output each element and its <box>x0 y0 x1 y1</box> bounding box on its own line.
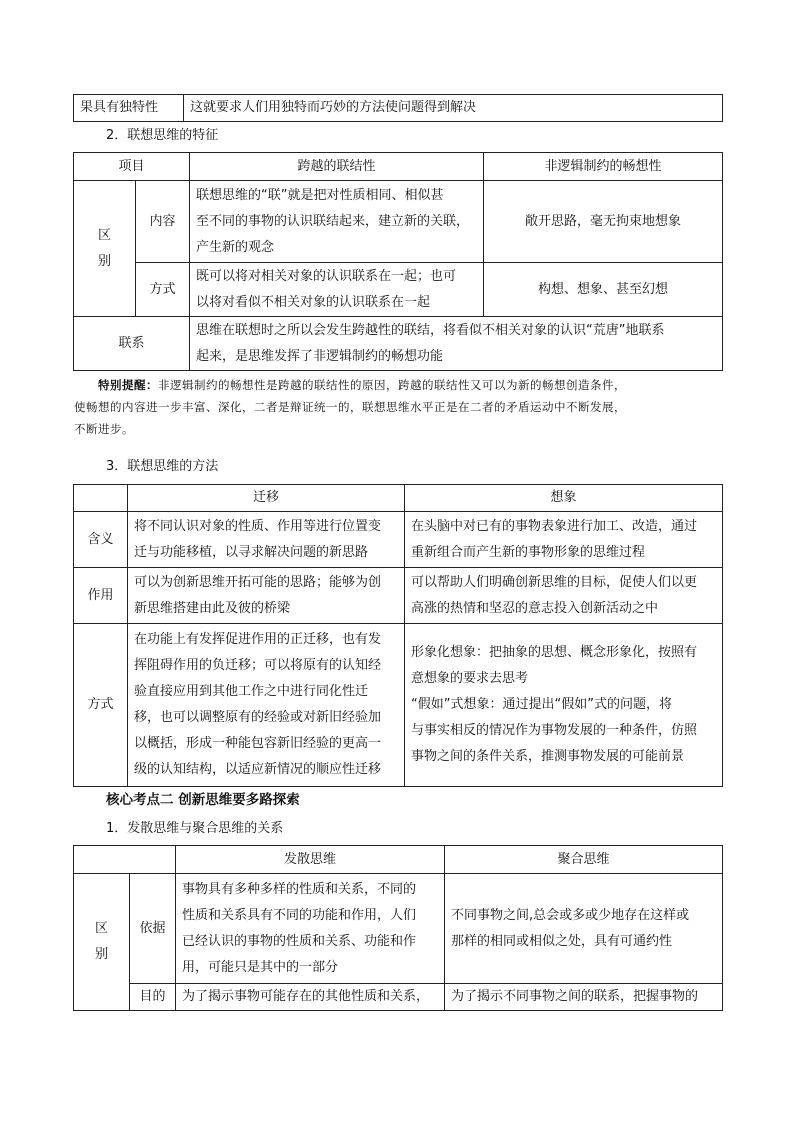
header-empty <box>74 485 128 512</box>
text-line: 产生新的观念 <box>196 239 275 255</box>
note-text: 非逻辑制约的畅想性是跨越的联结性的原因，跨越的联结性又可以为新的畅想创造条件， <box>158 378 626 392</box>
text-line: 在头脑中对已有的事物表象进行加工、改造，通过 <box>411 518 698 534</box>
header-transfer: 迁移 <box>128 485 405 512</box>
cell-method-crossing <box>190 263 484 317</box>
text-line: 在功能上有发挥促进作用的正迁移，也有发 <box>134 632 382 647</box>
cell-purpose-divergent: 为了揭示事物可能存在的其他性质和关系， <box>176 984 445 1011</box>
text-line: 验直接应用到其他工作之中进行同化性迁 <box>134 684 369 699</box>
text-line: 形象化想象：把抽象的思想、概念形象化，按照有 <box>411 645 698 660</box>
row-label-relation: 联系 <box>74 317 190 371</box>
header-free-imagination: 非逻辑制约的畅想性 <box>484 153 723 181</box>
cell-difference <box>74 874 130 1011</box>
text-line: 不同事物之间,总会或多或少地存在这样或 <box>451 907 690 923</box>
row-label-method: 方式 <box>74 624 128 787</box>
text-line: 迁与功能移植，以寻求解决问题的新思路 <box>134 544 369 560</box>
text-line: 重新组合而产生新的事物形象的思维过程 <box>411 544 646 560</box>
header-empty <box>74 846 176 874</box>
row-label-basis: 依据 <box>130 874 176 984</box>
cell-meaning-imagination <box>405 512 723 568</box>
note-line-2: 使畅想的内容进一步丰富、深化，二者是辩证统一的，联想思维水平正是在二者的矛盾运动中不断发展， <box>74 400 626 414</box>
header-item: 项目 <box>74 153 190 181</box>
text-line: 事物之间的条件关系，推测事物发展的可能前景 <box>411 749 685 764</box>
cell-purpose-convergent: 为了揭示不同事物之间的联系，把握事物的 <box>445 984 723 1011</box>
text-line: 将不同认识对象的性质、作用等进行位置变 <box>134 518 382 534</box>
heading-associative-methods: 3．联想思维的方法 <box>106 459 219 474</box>
row-label-content: 内容 <box>136 181 190 263</box>
cell-relation <box>190 317 723 371</box>
text-line: 以概括，形成一种能包容新旧经验的更高一 <box>134 736 382 751</box>
core-point-heading: 核心考点二 创新思维要多路探索 <box>106 792 300 808</box>
text-line: 新思维搭建由此及彼的桥梁 <box>134 600 291 616</box>
header-divergent: 发散思维 <box>176 846 445 874</box>
header-crossing-link: 跨越的联结性 <box>190 153 484 181</box>
header-convergent: 聚合思维 <box>445 846 723 874</box>
row-label-method: 方式 <box>136 263 190 317</box>
cell-feature-label: 果具有独特性 <box>74 95 184 122</box>
text-line: 级的认知结构，以适应新情况的顺应性迁移 <box>134 762 382 777</box>
table-continuation <box>73 94 723 122</box>
text-line: 既可以将对相关对象的认识联系在一起；也可 <box>196 268 457 284</box>
header-imagination: 想象 <box>405 485 723 512</box>
row-label-purpose: 目的 <box>130 984 176 1011</box>
text-line: 性质和关系具有不同的功能和作用，人们 <box>182 907 417 923</box>
text-line: 挥阻碍作用的负迁移；可以将原有的认知经 <box>134 658 382 673</box>
difference-char-2: 别 <box>97 253 111 269</box>
special-reminder <box>74 374 724 440</box>
cell-content-crossing <box>190 181 484 263</box>
cell-content-imagination: 敞开思路，毫无拘束地想象 <box>484 181 723 263</box>
text-line: 意想象的要求去思考 <box>411 671 529 686</box>
text-line: 事物具有多种多样的性质和关系，不同的 <box>182 881 417 897</box>
text-line: 至不同的事物的认识联结起来，建立新的关联， <box>196 213 470 229</box>
text-line: “假如”式想象：通过提出“假如”式的问题，将 <box>411 697 672 712</box>
text-line: 起来，是思维发挥了非逻辑制约的畅想功能 <box>196 348 444 364</box>
cell-feature-desc: 这就要求人们用独特而巧妙的方法使问题得到解决 <box>184 95 723 122</box>
text-line: 与事实相反的情况作为事物发展的一种条件，仿照 <box>411 723 698 738</box>
text-line: 思维在联想时之所以会发生跨越性的联结，将看似不相关对象的认识“荒唐”地联系 <box>196 322 665 338</box>
table-associative-methods <box>73 484 723 787</box>
text-line: 那样的相同或相似之处，具有可通约性 <box>451 933 673 949</box>
heading-divergent-convergent: 1．发散思维与聚合思维的关系 <box>106 821 284 836</box>
text-line: 用，可能只是其中的一部分 <box>182 959 339 975</box>
cell-difference <box>74 181 136 317</box>
text-line: 联想思维的“联”就是把对性质相同、相似甚 <box>196 187 444 203</box>
cell-role-transfer <box>128 568 405 624</box>
table-divergent-convergent <box>73 845 723 1011</box>
heading-associative-features: 2．联想思维的特征 <box>106 128 219 143</box>
text-line: 可以帮助人们明确创新思维的目标，促使人们以更 <box>411 574 698 590</box>
cell-meaning-transfer <box>128 512 405 568</box>
difference-char-1: 区 <box>97 227 111 243</box>
row-label-meaning: 含义 <box>74 512 128 568</box>
cell-method-transfer <box>128 624 405 787</box>
text-line: 高涨的热情和坚忍的意志投入创新活动之中 <box>411 600 659 616</box>
text-line: 移，也可以调整原有的经验或对新旧经验加 <box>134 710 382 725</box>
cell-method-imagination: 构想、想象、甚至幻想 <box>484 263 723 317</box>
cell-role-imagination <box>405 568 723 624</box>
note-label: 特别提醒： <box>98 378 158 392</box>
table-associative-features <box>73 152 723 371</box>
difference-char-2: 别 <box>94 947 108 962</box>
text-line: 已经认识的事物的性质和关系、功能和作 <box>182 933 417 949</box>
text-line: 可以为创新思维开拓可能的思路；能够为创 <box>134 574 382 590</box>
text-line: 以将对看似不相关对象的认识联系在一起 <box>196 294 431 310</box>
difference-char-1: 区 <box>94 921 108 936</box>
cell-basis-divergent <box>176 874 445 984</box>
row-label-role: 作用 <box>74 568 128 624</box>
note-line-1 <box>74 374 724 396</box>
cell-method-imagination <box>405 624 723 787</box>
note-line-3: 不断进步。 <box>74 422 134 436</box>
cell-basis-convergent <box>445 874 723 984</box>
